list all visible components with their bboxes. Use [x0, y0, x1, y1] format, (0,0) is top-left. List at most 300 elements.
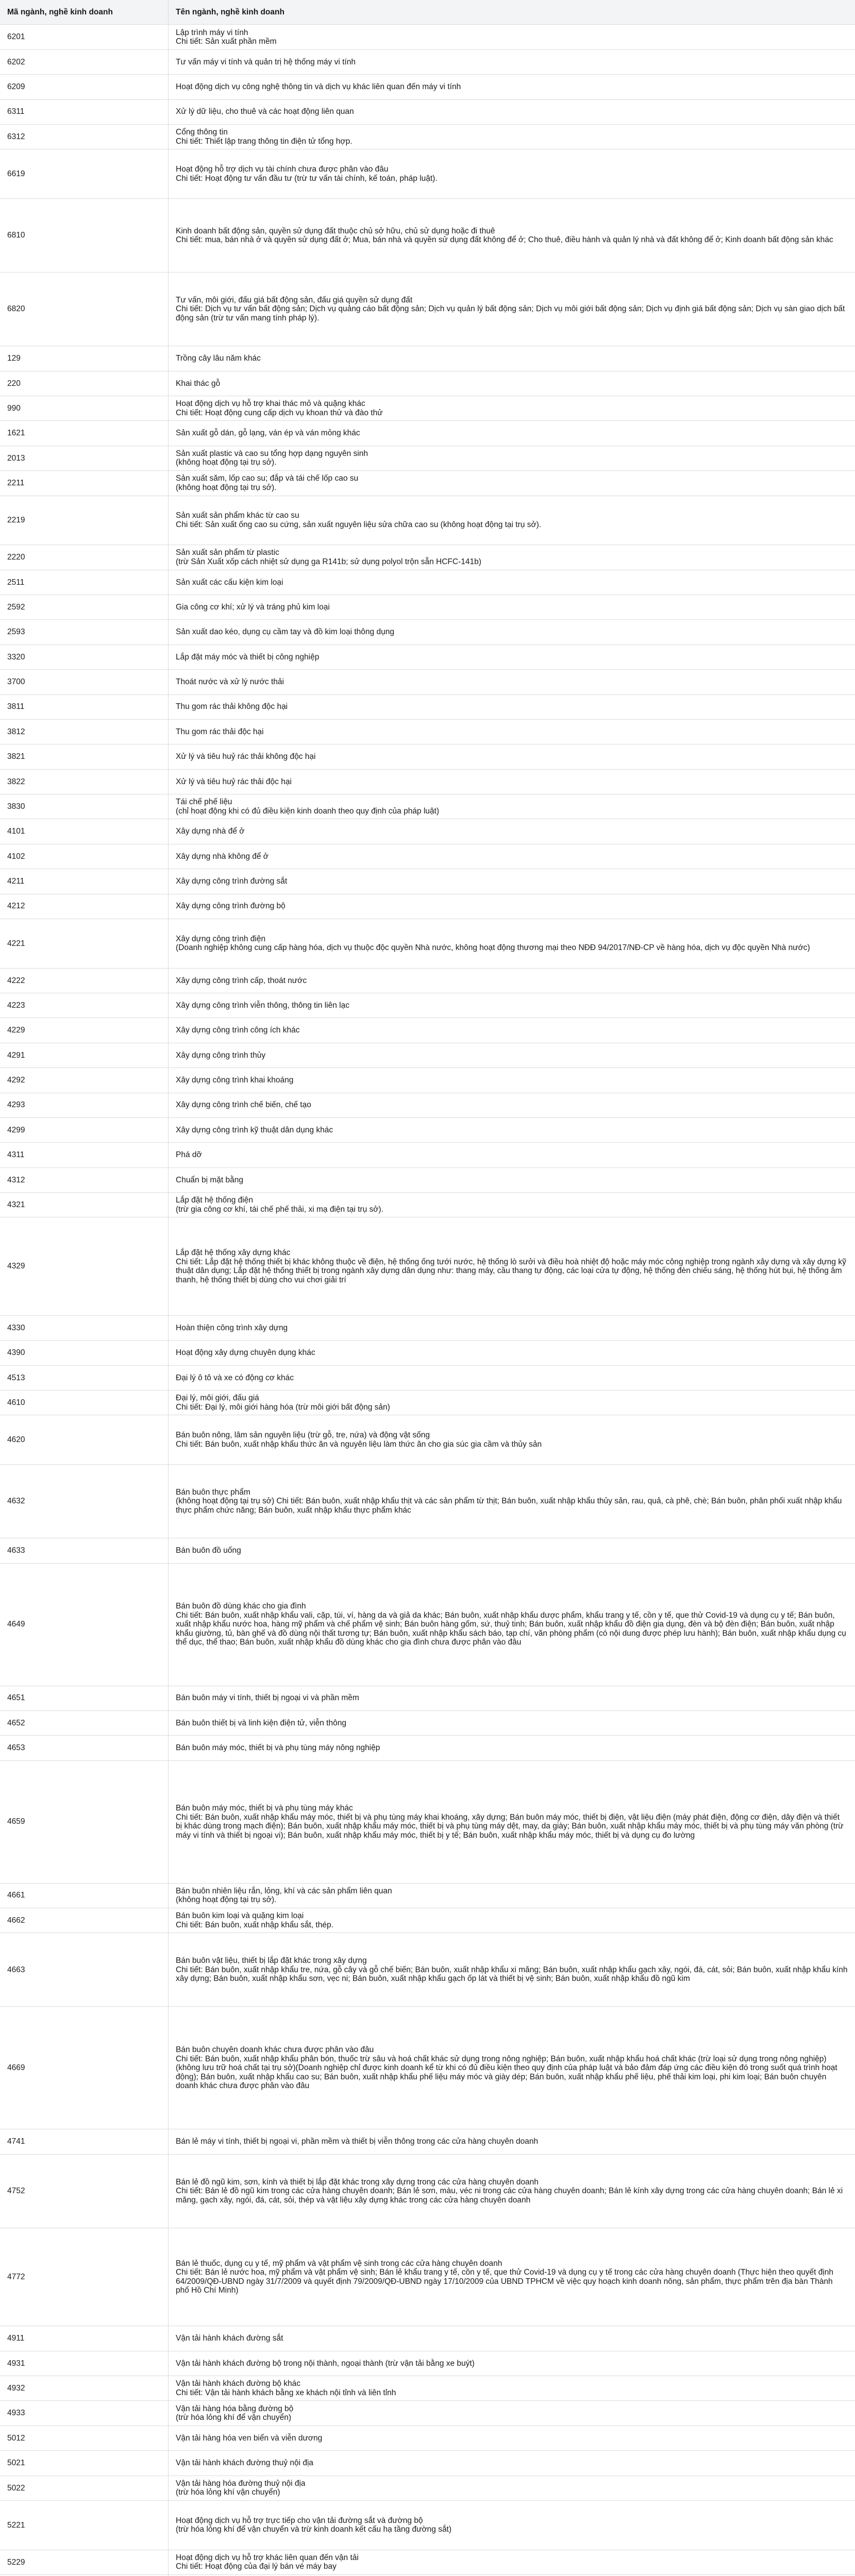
- row-name-cell: [169, 1908, 855, 1933]
- row-code: 3811: [0, 695, 169, 719]
- row-name-cell: [169, 695, 855, 719]
- row-name-cell: [169, 1118, 855, 1142]
- row-code: 3700: [0, 670, 169, 694]
- row-detail: (trừ hóa lỏng khí vận chuyển): [176, 2488, 280, 2497]
- row-detail: Chi tiết: Thiết lập trang thông tin điện tử tổng hợp.: [176, 137, 353, 146]
- row-code: 4632: [0, 1465, 169, 1538]
- row-detail: Chi tiết: Hoạt động của đại lý bán vé máy bay: [176, 2562, 337, 2571]
- row-code: 4312: [0, 1168, 169, 1192]
- row-name: Bán buôn nông, lâm sản nguyên liệu (trừ gỗ, tre, nứa) và động vật sống: [176, 1431, 430, 1440]
- row-name: Xây dựng công trình đường bộ: [176, 902, 286, 911]
- row-code: 4649: [0, 1564, 169, 1686]
- table-row: [0, 744, 855, 769]
- row-detail: Chi tiết: mua, bán nhà ở và quyền sử dụng đất ở; Mua, bán nhà và quyền sử dụng đất không để ở; Cho thuê, điều hành và quản lý nhà và đất không để ở; Kinh doanh bất động sản khác: [176, 235, 833, 245]
- row-name: Hoạt động dịch vụ hỗ trợ trực tiếp cho vận tải đường sắt và đường bộ: [176, 2516, 423, 2525]
- table-row: [0, 545, 855, 570]
- row-name-cell: [169, 471, 855, 495]
- table-row: [0, 1168, 855, 1193]
- row-name-cell: [169, 2376, 855, 2400]
- table-row: [0, 2550, 855, 2575]
- table-row: [0, 570, 855, 595]
- row-name-cell: [169, 1415, 855, 1464]
- row-detail: Chi tiết: Hoạt động cung cấp dịch vụ khoan thử và đào thử: [176, 408, 383, 417]
- row-name: Bán buôn thực phẩm: [176, 1487, 250, 1497]
- row-code: 4221: [0, 919, 169, 968]
- row-name: Hoàn thiện công trình xây dựng: [176, 1323, 288, 1332]
- row-name: Lắp đặt hệ thống điện: [176, 1196, 253, 1205]
- row-name: Xử lý và tiêu huỷ rác thải không độc hại: [176, 752, 316, 761]
- row-name: Xây dựng nhà không để ở: [176, 852, 269, 861]
- row-name: Tư vấn, môi giới, đấu giá bất động sản, đấu giá quyền sử dụng đất: [176, 295, 413, 304]
- row-name-cell: [169, 844, 855, 869]
- table-row: [0, 149, 855, 199]
- row-name: Bán buôn nhiên liệu rắn, lỏng, khí và các sản phẩm liên quan: [176, 1886, 392, 1895]
- row-name-cell: [169, 1711, 855, 1735]
- table-row: [0, 595, 855, 620]
- row-detail: Chi tiết: Đại lý, môi giới hàng hóa (trừ môi giới bất động sản): [176, 1402, 390, 1412]
- row-name-cell: [169, 2326, 855, 2350]
- row-name: Thu gom rác thải không độc hại: [176, 702, 288, 711]
- row-code: 4911: [0, 2326, 169, 2350]
- row-code: 2592: [0, 595, 169, 619]
- table-row: [0, 100, 855, 125]
- row-name: Xây dựng công trình chế biến, chế tạo: [176, 1100, 311, 1110]
- row-code: 6202: [0, 50, 169, 74]
- row-name: Vận tải hàng hóa đường thuỷ nội địa: [176, 2479, 306, 2488]
- row-detail: Chi tiết: Sản xuất ống cao su cứng, sản xuất nguyên liệu sửa chữa cao su (không hoạt động tại trụ sở).: [176, 520, 542, 529]
- row-name-cell: [169, 25, 855, 49]
- row-detail: (trừ Sản Xuất xốp cách nhiệt sử dụng ga R141b; sử dụng polyol trộn sẵn HCFC-141b): [176, 557, 481, 566]
- row-name: Xây dựng công trình cấp, thoát nước: [176, 976, 307, 985]
- row-name: Lắp đặt máy móc và thiết bị công nghiệp: [176, 652, 320, 662]
- row-name: Hoạt động hỗ trợ dịch vụ tài chính chưa được phân vào đâu: [176, 165, 389, 174]
- row-name-cell: [169, 1193, 855, 1217]
- table-row: [0, 919, 855, 969]
- table-row: [0, 2451, 855, 2476]
- table-row: [0, 2376, 855, 2401]
- table-row: [0, 50, 855, 75]
- row-name-cell: [169, 1538, 855, 1563]
- row-detail: (trừ gia công cơ khí, tái chế phế thải, xi mạ điện tại trụ sở).: [176, 1205, 383, 1214]
- table-row: [0, 1564, 855, 1686]
- row-name-cell: [169, 1043, 855, 1067]
- row-name: Thu gom rác thải độc hại: [176, 727, 264, 736]
- row-name-cell: [169, 720, 855, 744]
- row-code: 990: [0, 396, 169, 420]
- row-code: 6619: [0, 149, 169, 198]
- header-name: Tên ngành, nghề kinh doanh: [176, 7, 284, 16]
- row-code: 6810: [0, 199, 169, 272]
- row-name-cell: [169, 993, 855, 1018]
- row-name: Bán buôn đồ uống: [176, 1546, 241, 1555]
- row-name-cell: [169, 770, 855, 794]
- row-name: Bán buôn máy móc, thiết bị và phụ tùng máy nông nghiệp: [176, 1743, 380, 1753]
- row-detail: Chi tiết: Bán lẻ đồ ngũ kim trong các cửa hàng chuyên doanh; Bán lẻ sơn, màu, véc ni trong các cửa hàng chuyên doanh; Bán lẻ kính xây dựng trong các cửa hàng chuyên doanh; Bán lẻ xi măng, gạch xây, ngói, đá, cát, sỏi, thép và vật liệu xây dựng khác trong các cửa hàng chuyên doanh: [176, 2187, 843, 2205]
- row-detail: Chi tiết: Sản xuất phần mềm: [176, 37, 277, 46]
- row-name-cell: [169, 894, 855, 919]
- row-name-cell: [169, 2155, 855, 2228]
- row-code: 3830: [0, 794, 169, 819]
- row-name: Hoạt động xây dựng chuyên dụng khác: [176, 1348, 315, 1358]
- row-name-cell: [169, 1391, 855, 1415]
- table-header-row: [0, 0, 855, 25]
- table-row: [0, 1043, 855, 1068]
- row-name: Bán buôn máy móc, thiết bị và phụ tùng máy khác: [176, 1804, 353, 1813]
- header-code: Mã ngành, nghề kinh doanh: [0, 0, 169, 24]
- row-code: 3812: [0, 720, 169, 744]
- table-row: [0, 894, 855, 919]
- row-name-cell: [169, 1168, 855, 1192]
- table-row: [0, 2326, 855, 2351]
- row-code: 6312: [0, 125, 169, 149]
- row-code: 4620: [0, 1415, 169, 1464]
- row-name-cell: [169, 620, 855, 644]
- row-name-cell: [169, 794, 855, 819]
- row-name: Xử lý dữ liệu, cho thuê và các hoạt động liên quan: [176, 107, 354, 116]
- table-row: [0, 75, 855, 99]
- row-name-cell: [169, 2351, 855, 2376]
- row-code: 3821: [0, 744, 169, 769]
- row-name: Chuẩn bị mặt bằng: [176, 1175, 243, 1184]
- row-name: Sản xuất sản phẩm khác từ cao su: [176, 511, 299, 520]
- row-name: Bán lẻ thuốc, dụng cụ y tế, mỹ phẩm và vật phẩm vệ sinh trong các cửa hàng chuyên doanh: [176, 2259, 502, 2268]
- row-name: Cổng thông tin: [176, 128, 228, 137]
- row-name-cell: [169, 545, 855, 569]
- row-name-cell: [169, 869, 855, 893]
- table-row: [0, 471, 855, 496]
- row-name: Sản xuất dao kéo, dụng cụ cầm tay và đồ kim loại thông dụng: [176, 628, 394, 637]
- row-name: Xây dựng công trình viễn thông, thông tin liên lạc: [176, 1001, 349, 1010]
- row-name-cell: [169, 1736, 855, 1760]
- row-code: 4610: [0, 1391, 169, 1415]
- row-code: 2013: [0, 446, 169, 470]
- row-detail: (trừ hóa lỏng khí để vận chuyển): [176, 2413, 292, 2422]
- row-detail: Chi tiết: Bán buôn, xuất nhập khẩu máy móc, thiết bị và phụ tùng máy khai khoáng, xây dựng; Bán buôn máy móc, thiết bị điện, vật liệu điện (máy phát điện, động cơ điện, dây điện và thiết bị khác dùng trong mạch điện); Bán buôn, xuất nhập khẩu máy móc, thiết bị và phụ tùng máy dệt, may, da giày; Bán buôn, xuất nhập khẩu máy móc, thiết bị và phụ tùng máy văn phòng (trừ máy vi tính và thiết bị ngoại vi); Bán buôn, xuất nhập khẩu máy móc, thiết bị y tế; Bán buôn, xuất nhập khẩu máy móc, thiết bị và dụng cụ đo lường: [176, 1812, 844, 1840]
- row-name: Khai thác gỗ: [176, 379, 221, 388]
- row-name: Sản xuất săm, lốp cao su; đắp và tái chế lốp cao su: [176, 474, 359, 483]
- row-name: Xây dựng công trình thủy: [176, 1050, 266, 1060]
- table-row: [0, 2426, 855, 2451]
- row-code: 5229: [0, 2550, 169, 2574]
- row-name-cell: [169, 2451, 855, 2475]
- row-code: 6209: [0, 75, 169, 99]
- row-code: 2211: [0, 471, 169, 495]
- row-code: 4652: [0, 1711, 169, 1735]
- table-row: [0, 1391, 855, 1415]
- row-name: Gia công cơ khí; xử lý và tráng phủ kim loại: [176, 602, 330, 612]
- row-name: Tái chế phế liệu: [176, 798, 232, 807]
- row-name-cell: [169, 199, 855, 272]
- row-code: 4291: [0, 1043, 169, 1067]
- table-row: [0, 1686, 855, 1711]
- row-detail: (trừ hóa lỏng khí để vận chuyển và trừ kinh doanh kết cấu hạ tầng đường sắt): [176, 2525, 452, 2534]
- table-row: [0, 1143, 855, 1167]
- row-name: Tư vấn máy vi tính và quản trị hệ thống máy vi tính: [176, 57, 356, 66]
- row-name-cell: [169, 1465, 855, 1538]
- row-code: 4931: [0, 2351, 169, 2376]
- table-row: [0, 993, 855, 1018]
- row-name: Bán buôn vật liệu, thiết bị lắp đặt khác trong xây dựng: [176, 1956, 367, 1965]
- row-name: Bán buôn kim loại và quặng kim loại: [176, 1911, 304, 1921]
- row-name: Xây dựng công trình điện: [176, 934, 266, 943]
- row-code: 4663: [0, 1933, 169, 2006]
- table-row: [0, 2155, 855, 2228]
- row-code: 4211: [0, 869, 169, 893]
- row-name-cell: [169, 2476, 855, 2500]
- row-name: Đại lý, môi giới, đấu giá: [176, 1394, 259, 1403]
- row-code: 4293: [0, 1093, 169, 1117]
- row-code: 4932: [0, 2376, 169, 2400]
- row-code: 2593: [0, 620, 169, 644]
- row-name-cell: [169, 1093, 855, 1117]
- table-row: [0, 496, 855, 546]
- row-code: 4653: [0, 1736, 169, 1760]
- row-detail: Chi tiết: Bán buôn, xuất nhập khẩu tre, nứa, gỗ cây và gỗ chế biến; Bán buôn, xuất nhập khẩu xi măng; Bán buôn, xuất nhập khẩu gạch xây, ngói, đá, cát, sỏi; Bán buôn, xuất nhập khẩu kính xây dựng; Bán buôn, xuất nhập khẩu sơn, vẹc ni; Bán buôn, xuất nhập khẩu gạch ốp lát và thiết bị vệ sinh; Bán buôn, xuất nhập khẩu đồ ngũ kim: [176, 1965, 848, 1984]
- row-code: 4321: [0, 1193, 169, 1217]
- row-name: Thoát nước và xử lý nước thải: [176, 677, 284, 687]
- table-row: [0, 2351, 855, 2376]
- table-row: [0, 125, 855, 149]
- row-code: 5012: [0, 2426, 169, 2450]
- table-row: [0, 1415, 855, 1465]
- row-code: 4330: [0, 1316, 169, 1340]
- row-name: Vận tải hàng hóa bằng đường bộ: [176, 2404, 294, 2413]
- row-name-cell: [169, 75, 855, 99]
- row-name: Xây dựng công trình kỹ thuật dân dụng khác: [176, 1125, 333, 1134]
- row-detail: Chi tiết: Bán lẻ nước hoa, mỹ phẩm và vật phẩm vệ sinh; Bán lẻ khẩu trang y tế, cồn y tế, que thử Covid-19 và dụng cụ y tế trong các cửa hàng chuyên doanh (Thực hiện theo quyết định 64/2009/QĐ-UBND ngày 31/7/2009 và quyết định 79/2009/QĐ-UBND ngày 17/10/2009 của UBND TPHCM về việc quy hoạch kinh doanh nông, sản phẩm, thực phẩm trên địa bàn Thành phố Hồ Chí Minh): [176, 2268, 834, 2295]
- table-row: [0, 1118, 855, 1143]
- row-name: Hoạt động dịch vụ hỗ trợ khai thác mỏ và quặng khác: [176, 399, 365, 409]
- row-detail: Chi tiết: Bán buôn, xuất nhập khẩu vali, cặp, túi, ví, hàng da và giả da khác; Bán buôn, xuất nhập khẩu dược phẩm, khẩu trang y tế, cồn y tế, que thử Covid-19 và dụng cụ y tế; Bán buôn, xuất nhập khẩu nước hoa, hàng mỹ phẩm và chế phẩm vệ sinh; Bán buôn hàng gốm, sứ, thuỷ tinh; Bán buôn, xuất nhập khẩu đồ điện gia dụng, đèn và bộ đèn điện; Bán buôn, xuất nhập khẩu giường, tủ, bàn ghế và đồ dùng nội thất tương tự; Bán buôn, xuất nhập khẩu sách báo, tạp chí, văn phòng phẩm (có nội dung được phép lưu hành); Bán buôn, xuất nhập khẩu dụng cụ thể dục, thể thao; Bán buôn, xuất nhập khẩu đồ dùng khác cho gia đình chưa được phân vào đâu: [176, 1611, 846, 1647]
- row-detail: Chi tiết: Hoạt động tư vấn đầu tư (trừ tư vấn tài chính, kế toán, pháp luật).: [176, 174, 438, 183]
- table-row: [0, 670, 855, 694]
- row-code: 4659: [0, 1761, 169, 1883]
- table-row: [0, 695, 855, 720]
- table-row: [0, 421, 855, 446]
- row-name-cell: [169, 1018, 855, 1042]
- row-detail: (không hoạt động tại trụ sở).: [176, 1895, 277, 1905]
- table-row: [0, 273, 855, 346]
- row-code: 5221: [0, 2501, 169, 2550]
- row-name-cell: [169, 1564, 855, 1686]
- row-name: Hoạt động dịch vụ hỗ trợ khác liên quan đến vận tải: [176, 2553, 359, 2562]
- row-code: 4513: [0, 1366, 169, 1390]
- row-name-cell: [169, 670, 855, 694]
- row-code: 4212: [0, 894, 169, 919]
- row-name-cell: [169, 819, 855, 843]
- row-detail: (không hoạt động tại trụ sở).: [176, 458, 277, 467]
- row-code: 4102: [0, 844, 169, 869]
- row-name: Bán lẻ đồ ngũ kim, sơn, kính và thiết bị lắp đặt khác trong xây dựng trong các cửa hàng chuyên doanh: [176, 2177, 539, 2187]
- row-code: 4390: [0, 1341, 169, 1365]
- row-code: 4292: [0, 1068, 169, 1092]
- table-row: [0, 2129, 855, 2154]
- row-code: 4661: [0, 1884, 169, 1908]
- row-name-cell: [169, 125, 855, 149]
- row-name: Sản xuất plastic và cao su tổng hợp dạng nguyên sinh: [176, 449, 368, 458]
- row-name-cell: [169, 2550, 855, 2574]
- row-name: Kinh doanh bất động sản, quyền sử dụng đất thuộc chủ sở hữu, chủ sử dụng hoặc đi thuê: [176, 226, 495, 235]
- row-detail: Chi tiết: Bán buôn, xuất nhập khẩu phân bón, thuốc trừ sâu và hoá chất khác sử dụng trong nông nghiệp; Bán buôn, xuất nhập khẩu hoá chất khác (trừ loại sử dụng trong nông nghiệp) (không lưu trữ hoá chất tại trụ sở)(Doanh nghiệp chỉ được kinh doanh kể từ khi có đủ điều kiện theo quy định của pháp luật và bảo đảm đáp ứng các điều kiện đó trong suốt quá trình hoạt động); Bán buôn, xuất nhập khẩu cao su; Bán buôn, xuất nhập khẩu phế liệu máy móc và giày dép; Bán buôn, xuất nhập khẩu phế liệu, phế thải kim loại, phi kim loại; Bán buôn chuyên doanh khác chưa được phân vào đâu: [176, 2054, 837, 2091]
- row-detail: (Doanh nghiệp không cung cấp hàng hóa, dịch vụ thuộc độc quyền Nhà nước, không hoạt động thương mại theo NĐĐ 94/2017/NĐ-CP về hàng hóa, dịch vụ độc quyền Nhà nước): [176, 943, 810, 953]
- row-code: 4311: [0, 1143, 169, 1167]
- row-code: 3320: [0, 645, 169, 669]
- row-name: Xây dựng nhà để ở: [176, 827, 245, 836]
- table-row: [0, 770, 855, 794]
- row-name-cell: [169, 2501, 855, 2550]
- row-code: 2511: [0, 570, 169, 595]
- row-name-cell: [169, 1217, 855, 1315]
- row-name-cell: [169, 645, 855, 669]
- table-row: [0, 844, 855, 869]
- row-code: 6820: [0, 273, 169, 346]
- row-name: Đại lý ô tô và xe có động cơ khác: [176, 1373, 294, 1382]
- row-name-cell: [169, 969, 855, 993]
- row-name-cell: [169, 149, 855, 198]
- row-code: 4633: [0, 1538, 169, 1563]
- row-code: 3822: [0, 770, 169, 794]
- row-name: Xây dựng công trình công ích khác: [176, 1026, 300, 1035]
- row-name-cell: [169, 744, 855, 769]
- table-row: [0, 645, 855, 670]
- table-row: [0, 1711, 855, 1736]
- table-row: [0, 1884, 855, 1908]
- table-row: [0, 2501, 855, 2550]
- row-name: Phá dỡ: [176, 1150, 202, 1160]
- row-name-cell: [169, 2007, 855, 2129]
- table-row: [0, 371, 855, 396]
- row-name-cell: [169, 50, 855, 74]
- row-name-cell: [169, 1341, 855, 1365]
- row-name-cell: [169, 1143, 855, 1167]
- table-row: [0, 446, 855, 471]
- row-name: Sản xuất sản phẩm từ plastic: [176, 548, 279, 557]
- row-code: 4229: [0, 1018, 169, 1042]
- table-row: [0, 969, 855, 993]
- row-name: Sản xuất các cấu kiện kim loại: [176, 578, 283, 587]
- table-row: [0, 1068, 855, 1093]
- table-row: [0, 2228, 855, 2327]
- table-row: [0, 2476, 855, 2501]
- table-row: [0, 1465, 855, 1538]
- row-name: Hoạt động dịch vụ công nghệ thông tin và dịch vụ khác liên quan đến máy vi tính: [176, 82, 461, 92]
- row-code: 129: [0, 346, 169, 370]
- row-name: Vận tải hành khách đường thuỷ nội địa: [176, 2459, 314, 2468]
- table-row: [0, 1341, 855, 1365]
- row-name: Vận tải hành khách đường bộ khác: [176, 2379, 301, 2388]
- row-name: Bán buôn thiết bị và linh kiện điện tử, viễn thông: [176, 1718, 346, 1727]
- row-name-cell: [169, 1068, 855, 1092]
- row-detail: Chi tiết: Dịch vụ tư vấn bất động sản; Dịch vụ quảng cáo bất động sản; Dịch vụ quản lý bất động sản; Dịch vụ môi giới bất động sản; Dịch vụ định giá bất động sản; Dịch vụ sàn giao dịch bất động sản (trừ tư vấn mang tính pháp lý).: [176, 304, 845, 323]
- row-code: 6201: [0, 25, 169, 49]
- row-name: Bán buôn chuyên doanh khác chưa được phân vào đâu: [176, 2045, 374, 2055]
- row-name-cell: [169, 1316, 855, 1340]
- row-name-cell: [169, 1884, 855, 1908]
- table-row: [0, 620, 855, 645]
- row-name: Sản xuất gỗ dán, gỗ lạng, ván ép và ván mỏng khác: [176, 429, 360, 438]
- row-code: 2219: [0, 496, 169, 545]
- row-code: 4662: [0, 1908, 169, 1933]
- row-code: 2220: [0, 545, 169, 569]
- row-name-cell: [169, 1761, 855, 1883]
- row-code: 4101: [0, 819, 169, 843]
- row-name-cell: [169, 1686, 855, 1710]
- row-name: Trồng cây lâu năm khác: [176, 354, 261, 363]
- table-row: [0, 1193, 855, 1217]
- table-row: [0, 1217, 855, 1316]
- table-row: [0, 1316, 855, 1341]
- row-name-cell: [169, 2401, 855, 2425]
- row-name-cell: [169, 1366, 855, 1390]
- row-name-cell: [169, 2228, 855, 2326]
- row-name-cell: [169, 2426, 855, 2450]
- row-name: Bán buôn đồ dùng khác cho gia đình: [176, 1602, 306, 1611]
- row-code: 4741: [0, 2129, 169, 2154]
- row-name: Bán buôn máy vi tính, thiết bị ngoại vi và phần mềm: [176, 1693, 359, 1703]
- row-detail: (không hoạt động tại trụ sở).: [176, 483, 277, 492]
- row-name: Lắp đặt hệ thống xây dựng khác: [176, 1248, 291, 1258]
- row-name: Bán lẻ máy vi tính, thiết bị ngoại vi, phần mềm và thiết bị viễn thông trong các cửa hàng chuyên doanh: [176, 2137, 539, 2146]
- row-detail: Chi tiết: Bán buôn, xuất nhập khẩu sắt, thép.: [176, 1920, 333, 1929]
- table-row: [0, 819, 855, 844]
- row-name: Vận tải hàng hóa ven biển và viễn dương: [176, 2433, 323, 2443]
- table-row: [0, 1736, 855, 1760]
- row-name: Xây dựng công trình đường sắt: [176, 877, 288, 886]
- table-row: [0, 1366, 855, 1391]
- table-row: [0, 1538, 855, 1563]
- row-detail: Chi tiết: Vận tải hành khách bằng xe khách nội tỉnh và liên tỉnh: [176, 2388, 396, 2397]
- row-detail: Chi tiết: Lắp đặt hệ thống thiết bị khác không thuộc về điện, hệ thống ống tưới nước, hệ thống lò sưởi và điều hoà nhiệt độ hoặc máy móc công nghiệp trong ngành xây dựng và xây dựng kỹ thuật dân dụng; Lắp đặt hệ thống thiết bị trong ngành xây dựng dân dụng như: thang máy, cầu thang tự động, các loại cửa tự động, hệ thống đèn chiếu sáng, hệ thống hút bụi, hệ thống âm thanh, hệ thống thiết bị dùng cho vui chơi giải trí: [176, 1257, 846, 1284]
- row-code: 4752: [0, 2155, 169, 2228]
- row-name-cell: [169, 371, 855, 396]
- table-row: [0, 1933, 855, 2007]
- row-name: Xử lý và tiêu huỷ rác thải độc hại: [176, 777, 292, 786]
- table-row: [0, 396, 855, 421]
- table-row: [0, 720, 855, 744]
- row-name-cell: [169, 595, 855, 619]
- table-row: [0, 1761, 855, 1884]
- row-code: 4772: [0, 2228, 169, 2326]
- row-code: 4669: [0, 2007, 169, 2129]
- row-code: 1621: [0, 421, 169, 445]
- row-code: 4651: [0, 1686, 169, 1710]
- row-code: 5021: [0, 2451, 169, 2475]
- row-name-cell: [169, 919, 855, 968]
- table-row: [0, 1093, 855, 1118]
- row-name-cell: [169, 396, 855, 420]
- row-name-cell: [169, 446, 855, 470]
- row-code: 6311: [0, 100, 169, 124]
- row-code: 4222: [0, 969, 169, 993]
- table-row: [0, 199, 855, 273]
- row-name-cell: [169, 273, 855, 346]
- table-row: [0, 2007, 855, 2129]
- table-row: [0, 2401, 855, 2426]
- table-row: [0, 1908, 855, 1933]
- table-row: [0, 1018, 855, 1043]
- row-detail: (chỉ hoạt động khi có đủ điều kiện kinh doanh theo quy định của pháp luật): [176, 806, 440, 816]
- row-code: 4299: [0, 1118, 169, 1142]
- row-code: 4223: [0, 993, 169, 1018]
- row-name-cell: [169, 2129, 855, 2154]
- row-name-cell: [169, 496, 855, 545]
- row-detail: (không hoạt động tại trụ sở) Chi tiết: Bán buôn, xuất nhập khẩu thịt và các sản phẩm từ thịt; Bán buôn, xuất nhập khẩu thủy sản, rau, quả, cà phê, chè; Bán buôn, phân phối xuất nhập khẩu thực phẩm chức năng; Bán buôn, xuất nhập khẩu thực phẩm khác: [176, 1497, 842, 1515]
- table-row: [0, 794, 855, 819]
- table-row: [0, 869, 855, 894]
- row-name: Xây dựng công trình khai khoáng: [176, 1076, 294, 1085]
- row-code: 4933: [0, 2401, 169, 2425]
- row-code: 220: [0, 371, 169, 396]
